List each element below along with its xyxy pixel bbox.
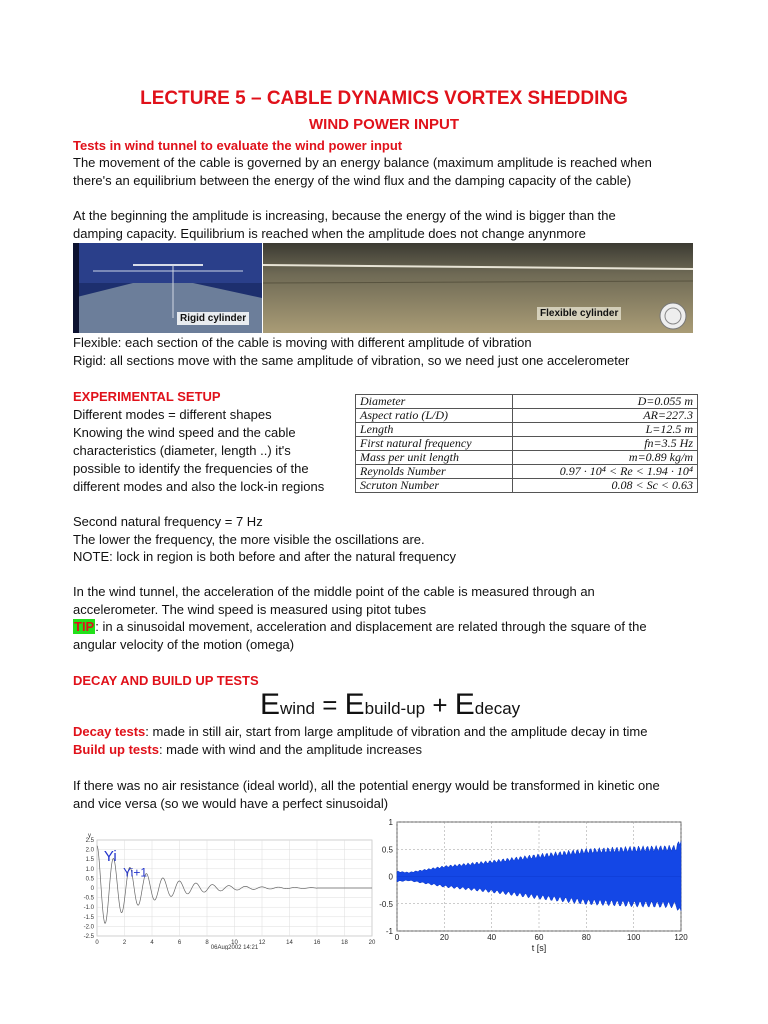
y-tick-label: 0.5	[381, 845, 393, 855]
table-row	[356, 451, 698, 465]
y-tick-label: -1	[385, 927, 393, 936]
x-tick-label: 16	[313, 940, 321, 946]
x-tick-label: 80	[581, 933, 591, 942]
x-tick-label: 6	[177, 940, 182, 946]
setup-line: Knowing the wind speed and the cable	[73, 425, 296, 440]
y-tick-label: 1.0	[85, 866, 94, 873]
decay-chart	[70, 826, 380, 950]
param-value: m=0.89 kg/m	[512, 451, 697, 465]
x-tick-label: 100	[626, 933, 641, 942]
param-value: D=0.055 m	[512, 395, 697, 409]
energy-formula: Ewind = Ebuild-up + Edecay	[260, 688, 521, 721]
rigid-cylinder-photo	[73, 243, 262, 333]
parameters-table	[355, 394, 698, 493]
page-title: LECTURE 5 – CABLE DYNAMICS VORTEX SHEDDING	[140, 88, 628, 109]
setup-line: Different modes = different shapes	[73, 407, 272, 422]
x-tick-label: 0	[95, 940, 99, 946]
chart-footer: 06Aug2002 14:21	[210, 945, 259, 950]
second-frequency-note: Second natural frequency = 7 Hz	[73, 514, 263, 529]
page-subtitle: WIND POWER INPUT	[309, 116, 459, 133]
table-row	[356, 395, 698, 409]
y-tick-label: -1.5	[83, 914, 94, 921]
table-row	[356, 479, 698, 493]
yi-annotation: Yi	[103, 848, 117, 866]
y-tick-label: 1.5	[85, 857, 94, 864]
y-tick-label: 2.0	[85, 847, 94, 854]
ideal-line: and vice versa (so we would have a perfect sinusoidal)	[73, 796, 389, 811]
rigid-cylinder-caption: Rigid cylinder	[177, 312, 249, 325]
y-tick-label: 1	[388, 818, 393, 827]
x-tick-label: 8	[205, 940, 209, 946]
yi1-annotation: Yi+1	[123, 865, 148, 880]
tunnel-line: accelerometer. The wind speed is measured using pitot tubes	[73, 602, 427, 617]
x-tick-label: 18	[341, 940, 348, 946]
tunnel-line: In the wind tunnel, the acceleration of the middle point of the cable is measured through an	[73, 584, 595, 599]
university-seal-icon	[658, 301, 688, 331]
table-row	[356, 437, 698, 451]
decay-tests-line: Decay tests: made in still air, start from large amplitude of vibration and the amplitude decay in time	[73, 724, 648, 739]
decay-heading: DECAY AND BUILD UP TESTS	[73, 673, 259, 688]
frequency-visibility-note: The lower the frequency, the more visible the oscillations are.	[73, 532, 425, 547]
build-tests-line: Build up tests: made with wind and the amplitude increases	[73, 742, 422, 757]
y-tick-label: -0.5	[83, 895, 94, 902]
table-row	[356, 409, 698, 423]
x-tick-label: 120	[674, 933, 688, 942]
x-tick-label: 4	[150, 940, 154, 946]
setup-heading: EXPERIMENTAL SETUP	[73, 389, 221, 404]
x-tick-label: 14	[286, 940, 293, 946]
flexible-description: Flexible: each section of the cable is moving with different amplitude of vibration	[73, 335, 532, 350]
setup-line: possible to identify the frequencies of the	[73, 461, 309, 476]
x-tick-label: 2	[122, 940, 127, 946]
x-tick-label: 60	[534, 933, 544, 942]
tip-text: : in a sinusoidal movement, acceleration and displacement are related through the square of the	[95, 619, 647, 634]
tip-line	[73, 618, 647, 636]
x-tick-label: 12	[258, 940, 266, 946]
setup-line: characteristics (diameter, length ..) it's	[73, 443, 291, 458]
param-name: Reynolds Number	[356, 465, 513, 479]
param-value: L=12.5 m	[512, 423, 697, 437]
table-row	[356, 465, 698, 479]
x-tick-label: 20	[368, 940, 376, 946]
setup-line: different modes and also the lock-in regions	[73, 479, 325, 494]
x-axis-label: t [s]	[531, 943, 547, 953]
flexible-cylinder-image	[263, 243, 693, 333]
y-tick-label: -2.5	[83, 934, 94, 940]
intro-p1-line1: The movement of the cable is governed by an energy balance (maximum amplitude is reached when	[73, 155, 652, 170]
x-tick-label: 0	[394, 933, 400, 942]
intro-p1-line2: there's an equilibrium between the energy of the wind flux and the damping capacity of the cable)	[73, 173, 632, 188]
decay-tests-label: Decay tests	[73, 724, 146, 739]
x-tick-label: 10	[231, 940, 238, 946]
lock-in-note: NOTE: lock in region is both before and after the natural frequency	[73, 549, 456, 564]
y-tick-label: 0	[90, 886, 94, 892]
x-tick-label: 20	[439, 933, 449, 942]
y-tick-label: -2.0	[83, 924, 94, 931]
intro-p2-line1: At the beginning the amplitude is increasing, because the energy of the wind is bigger than the	[73, 208, 616, 223]
param-name: Aspect ratio (L/D)	[356, 409, 513, 423]
param-name: Mass per unit length	[356, 451, 513, 465]
param-name: Diameter	[356, 395, 513, 409]
param-name: First natural frequency	[356, 437, 513, 451]
intro-p2-line2: damping capacity. Equilibrium is reached when the amplitude does not change anynmore	[73, 226, 586, 241]
flexible-cylinder-caption: Flexible cylinder	[537, 307, 621, 320]
param-value: 0.97 · 10⁴ < Re < 1.94 · 10⁴	[512, 465, 697, 479]
flexible-cylinder-photo	[263, 243, 693, 333]
rigid-description: Rigid: all sections move with the same amplitude of vibration, so we need just one accelerometer	[73, 353, 630, 368]
param-value: fn=3.5 Hz	[512, 437, 697, 451]
buildup-chart	[373, 814, 695, 954]
y-tick-label: -1.0	[83, 905, 94, 912]
y-tick-label: 0.5	[85, 876, 94, 883]
table-row	[356, 423, 698, 437]
intro-heading: Tests in wind tunnel to evaluate the wind power input	[73, 138, 403, 153]
param-name: Scruton Number	[356, 479, 513, 493]
y-axis-label: y	[88, 833, 91, 839]
tip-badge: TIP	[74, 619, 95, 634]
param-value: 0.08 < Sc < 0.63	[512, 479, 697, 493]
y-tick-label: -0.5	[379, 899, 393, 909]
param-value: AR=227.3	[512, 409, 697, 423]
build-tests-label: Build up tests	[73, 742, 159, 757]
ideal-line: If there was no air resistance (ideal world), all the potential energy would be transformed in kinetic one	[73, 778, 660, 793]
param-name: Length	[356, 423, 513, 437]
x-tick-label: 40	[487, 933, 497, 942]
y-tick-label: 2.5	[85, 838, 94, 844]
tunnel-line: angular velocity of the motion (omega)	[73, 637, 295, 652]
y-tick-label: 0	[388, 872, 393, 882]
